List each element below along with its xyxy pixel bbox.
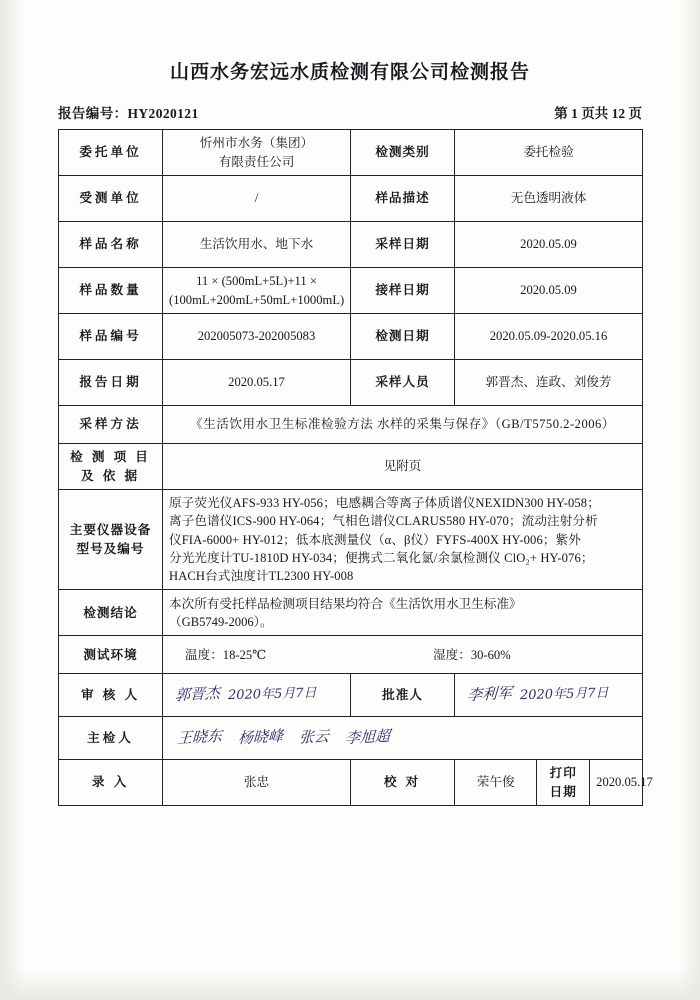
report-header-line [58, 102, 642, 122]
environment-label: 测试环境 [59, 636, 163, 674]
instruments-line-4: 分光光度计TU-1810D HY-034；便携式二氧化氯/余氯检测仪 ClO₂+ HY-076； [169, 550, 594, 565]
sampler-value: 郭晋杰、连政、刘俊芳 [455, 360, 643, 406]
sampling-date-label: 采样日期 [351, 222, 455, 268]
sample-name-value: 生活饮用水、地下水 [163, 222, 351, 268]
environment-temperature: 温度：18-25℃ [185, 647, 267, 662]
table-row [59, 268, 643, 314]
reviewer-label: 审 核 人 [59, 674, 163, 717]
proof-label: 校 对 [351, 760, 455, 806]
instruments-line-2: 离子色谱仪ICS-900 HY-064；气相色谱仪CLARUS580 HY-070；流动注射分析 [169, 514, 598, 529]
conclusion-line-2: （GB5749-2006）。 [169, 614, 273, 629]
report-date-label: 报告日期 [59, 360, 163, 406]
test-items-label-line2: 及 依 据 [80, 468, 141, 483]
approver-signature-cell [455, 674, 643, 717]
report-number-group [58, 102, 199, 122]
table-row [59, 314, 643, 360]
entry-label: 录 入 [59, 760, 163, 806]
tested-unit-label: 受测单位 [59, 176, 163, 222]
reviewer-signature: 郭晋杰 [174, 684, 221, 705]
sample-name-label: 样品名称 [59, 222, 163, 268]
entry-value: 张忠 [163, 760, 351, 806]
report-table [58, 129, 653, 806]
table-row [59, 406, 643, 444]
sampler-label: 采样人员 [351, 360, 455, 406]
table-row [59, 176, 643, 222]
conclusion-label: 检测结论 [59, 590, 163, 636]
table-row [59, 636, 643, 674]
proof-value: 荣午俊 [476, 775, 515, 790]
test-items-value: 见附页 [163, 444, 643, 490]
environment-value [163, 636, 643, 674]
test-items-label-line1: 检 测 项 目 [70, 450, 151, 465]
test-items-label [59, 444, 163, 490]
client-value [163, 130, 351, 176]
receive-date-value: 2020.05.09 [455, 268, 643, 314]
sample-number-label: 样品编号 [59, 314, 163, 360]
reviewer-signature-date: 2020年5月7日 [227, 685, 317, 703]
conclusion-line-1: 本次所有受托样品检测项目结果均符合《生活饮用水卫生标准》 [169, 596, 522, 611]
instruments-label [59, 490, 163, 590]
table-row [59, 130, 643, 176]
scan-shadow-bottom [0, 970, 700, 1000]
print-date-value: 2020.05.17 [590, 760, 642, 805]
proof-and-print-cell [455, 760, 653, 806]
report-number-label: 报告编号： [58, 106, 128, 121]
sample-description-value: 无色透明液体 [455, 176, 643, 222]
chief-inspector-label: 主检人 [59, 717, 163, 760]
client-label: 委托单位 [59, 130, 163, 176]
instruments-label-line2: 型号及编号 [76, 541, 145, 556]
sample-quantity-line2: (100mL+200mL+50mL+1000mL) [169, 292, 345, 307]
table-row [59, 222, 643, 268]
sampling-date-value: 2020.05.09 [455, 222, 643, 268]
instruments-value [163, 490, 643, 590]
environment-humidity: 湿度：30-60% [433, 647, 511, 662]
chief-inspector-signature: 杨晓峰 [237, 727, 284, 748]
table-row [59, 717, 643, 760]
approver-signature-date: 2020年5月7日 [519, 685, 609, 703]
approver-signature: 李利军 [466, 684, 513, 705]
instruments-line-5: HACH台式浊度计TL2300 HY-008 [169, 569, 354, 583]
tested-unit-value: / [163, 176, 351, 222]
table-row [59, 674, 643, 717]
sampling-method-value: 《生活饮用水卫生标准检验方法 水样的采集与保存》（GB/T5750.2-2006） [163, 406, 643, 444]
table-row [59, 760, 643, 806]
conclusion-value [163, 590, 643, 636]
report-date-value: 2020.05.17 [163, 360, 351, 406]
sample-description-label: 样品描述 [351, 176, 455, 222]
chief-inspector-signature: 王晓东 [176, 727, 223, 748]
sample-quantity-line1: 11 × (500mL+5L)+11 × [196, 274, 317, 289]
test-date-value: 2020.05.09-2020.05.16 [455, 314, 643, 360]
chief-inspector-signature: 张云 [298, 727, 330, 748]
page-indicator: 第 1 页共 12 页 [554, 106, 642, 121]
instruments-line-3: 仪FIA-6000+ HY-012；低本底测量仪（α、β仪）FYFS-400X HY-006；紫外 [169, 532, 581, 547]
table-row [59, 444, 643, 490]
sample-quantity-value [163, 268, 351, 314]
sample-quantity-label: 样品数量 [59, 268, 163, 314]
approver-label: 批准人 [351, 674, 455, 717]
instruments-label-line1: 主要仪器设备 [69, 523, 152, 538]
chief-inspector-signature: 李旭超 [344, 727, 391, 748]
receive-date-label: 接样日期 [351, 268, 455, 314]
table-row [59, 490, 643, 590]
table-row [59, 590, 643, 636]
test-category-label: 检测类别 [351, 130, 455, 176]
print-date-label: 打印日期 [537, 760, 590, 805]
sampling-method-label: 采样方法 [59, 406, 163, 444]
reviewer-signature-cell [163, 674, 351, 717]
report-number-value: HY2020121 [127, 106, 199, 121]
chief-inspector-signature-cell [163, 717, 643, 760]
client-value-line2: 有限责任公司 [218, 154, 295, 169]
client-value-line1: 忻州市水务（集团） [199, 136, 314, 151]
page-title: 山西水务宏远水质检测有限公司检测报告 [169, 62, 530, 83]
test-date-label: 检测日期 [351, 314, 455, 360]
test-category-value: 委托检验 [455, 130, 643, 176]
instruments-line-1: 原子荧光仪AFS-933 HY-056；电感耦合等离子体质谱仪NEXIDN300 HY-058； [169, 496, 600, 510]
table-row [59, 360, 643, 406]
sample-number-value: 202005073-202005083 [163, 314, 351, 360]
